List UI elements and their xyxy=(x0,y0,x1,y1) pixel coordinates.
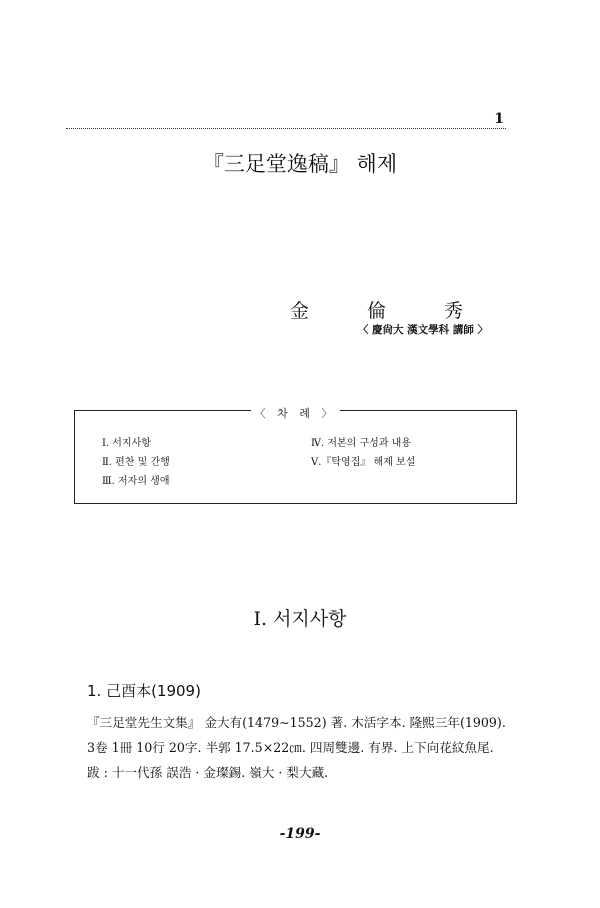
toc-item: Ⅰ. 서지사항 xyxy=(102,438,151,449)
header-page-number: 1 xyxy=(494,111,504,127)
body-line: 3卷 1冊 10行 20字. 半郭 17.5×22㎝. 四周雙邊. 有界. 上下向花紋魚尾. xyxy=(87,740,494,755)
body-line: 『三足堂先生文集』 金大有(1479∼1552) 著. 木活字本. 隆熙三年(1909). xyxy=(87,715,506,730)
table-of-contents xyxy=(74,407,517,504)
toc-item: Ⅴ.『탁영집』 해제 보설 xyxy=(311,457,416,468)
section-title: Ⅰ. 서지사항 xyxy=(253,608,347,630)
footer-page-number: -199- xyxy=(279,826,321,842)
toc-heading-wrap xyxy=(75,402,516,421)
body-line: 跋 : 十一代孫 誤浩 · 金璨錫. 嶺大 · 梨大藏. xyxy=(87,765,329,780)
author-name: 金 倫 秀 xyxy=(289,300,489,322)
toc-item: Ⅳ. 저본의 구성과 내용 xyxy=(311,438,411,449)
subsection-title: 1. 己酉本(1909) xyxy=(87,682,201,700)
toc-heading: 〈 차 례 〉 xyxy=(251,407,341,420)
header-divider xyxy=(66,128,506,129)
toc-item: Ⅱ. 편찬 및 간행 xyxy=(102,457,170,468)
page-title: 『三足堂逸稿』 해제 xyxy=(202,152,398,176)
author-affiliation: 〈 慶尙大 漢文學科 講師 〉 xyxy=(357,324,488,336)
toc-item: Ⅲ. 저자의 생애 xyxy=(102,476,170,487)
